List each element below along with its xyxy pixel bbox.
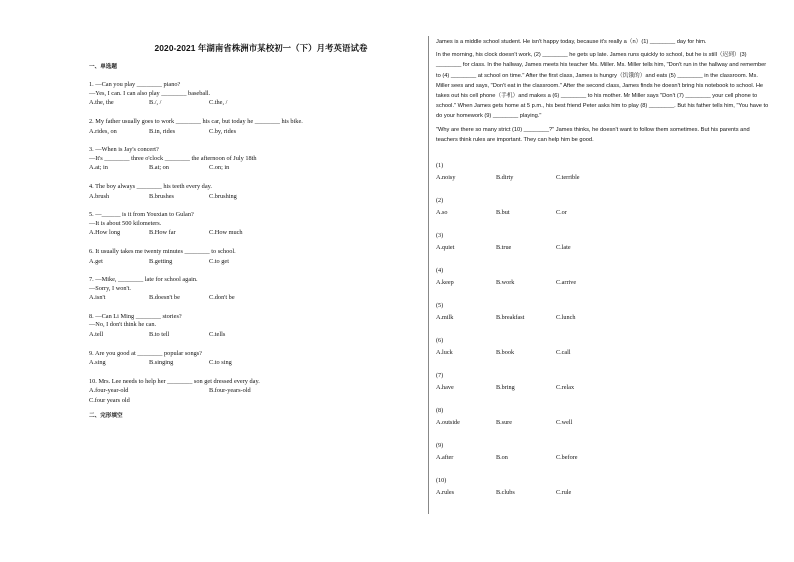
answer-option[interactable]: C.tells (209, 331, 226, 339)
answer-option[interactable]: B./, / (149, 99, 162, 107)
answer-option[interactable]: B.How far (149, 229, 176, 237)
cloze-item-7 (436, 369, 772, 404)
option-row (89, 164, 419, 173)
answer-option[interactable]: A.How long (89, 229, 121, 237)
option-row (436, 173, 772, 184)
passage-paragraph-1: James is a middle school student. He isn't happy today, because it's really a（n）(1) ________ day for him. (436, 39, 707, 45)
option-row (89, 128, 419, 137)
answer-option[interactable]: B.brushes (149, 192, 175, 200)
cloze-number: (5) (436, 302, 444, 310)
question-text: 8. —Can Li Ming ________ stories? (89, 312, 182, 320)
option-row (89, 331, 419, 340)
option-row (89, 229, 419, 238)
question-text: —It is about 500 kilometers. (89, 219, 162, 227)
answer-option[interactable]: C.lunch (556, 314, 576, 322)
cloze-item-9 (436, 439, 772, 474)
column-divider (428, 36, 429, 514)
answer-option[interactable]: B.singing (149, 359, 174, 367)
option-row (436, 383, 772, 394)
answer-option[interactable]: C.late (556, 244, 571, 252)
answer-option[interactable]: A.have (436, 384, 454, 392)
question-text: 7. —Mike, ________ late for school again. (89, 276, 198, 284)
answer-option[interactable]: B.getting (149, 257, 173, 265)
answer-option[interactable]: B.at; on (149, 164, 169, 172)
option-row (89, 193, 419, 202)
answer-option[interactable]: A.isn't (89, 294, 106, 302)
option-row (436, 243, 772, 254)
answer-option[interactable]: B.bring (496, 384, 515, 392)
question-9 (89, 350, 419, 368)
answer-option[interactable]: A.at; in (89, 164, 108, 172)
option-row (436, 278, 772, 289)
question-2 (89, 118, 419, 136)
option-row (436, 313, 772, 324)
question-text: 2. My father usually goes to work ________ his car, but today he ________ his bike. (89, 117, 303, 125)
answer-option[interactable]: B.clubs (496, 489, 515, 497)
question-text: 3. —When is Jay's concert? (89, 146, 159, 154)
answer-option[interactable]: A.so (436, 209, 448, 217)
answer-option[interactable]: C.brushing (209, 192, 237, 200)
answer-option[interactable]: C.rule (556, 489, 572, 497)
answer-option[interactable]: A.milk (436, 314, 454, 322)
answer-option[interactable]: B.dirty (496, 174, 514, 182)
option-row (436, 348, 772, 359)
exam-title: 2020-2021 年湖南省株洲市某校初一（下）月考英语试卷 (154, 43, 368, 53)
answer-option[interactable]: C.well (556, 419, 573, 427)
question-text: 1. —Can you play ________ piano? (89, 81, 181, 89)
answer-option[interactable]: A.rules (436, 489, 455, 497)
passage-paragraph-3: "Why are there so many strict (10) ________?" James thinks, he doesn't want to follow them sometimes. But his parents and teachers think rules are important. They can help him be good. (436, 126, 750, 143)
answer-option[interactable]: C.on; in (209, 164, 230, 172)
option-row (436, 208, 772, 219)
cloze-number: (7) (436, 372, 444, 380)
cloze-item-4 (436, 264, 772, 299)
question-10 (89, 378, 419, 406)
answer-option[interactable]: C.don't be (209, 294, 235, 302)
cloze-item-3 (436, 229, 772, 264)
option-row (89, 99, 419, 108)
cloze-number: (9) (436, 442, 444, 450)
question-list (89, 81, 419, 405)
answer-option[interactable]: C.call (556, 349, 571, 357)
question-text: —It's ________ three o'clock ________ the afternoon of July 18th (89, 154, 257, 162)
cloze-item-6 (436, 334, 772, 369)
answer-option[interactable]: C.terrible (556, 174, 580, 182)
question-5 (89, 211, 419, 238)
option-row (436, 488, 772, 499)
answer-option[interactable]: C.the, / (209, 99, 228, 107)
answer-option[interactable]: A.after (436, 454, 454, 462)
passage-paragraph-2: In the morning, his clock doesn't work, (2) ________ he gets up late. James runs quickly to school, but he is still（迟到）(3) ________ for class. In the hallway, James meets his teacher Ms. Miller. Ms. Miller tells him, "Don't run in the hallway and remember to (4) ________ at school on time." After the first class, James is hungry（饥饿的）and eats (5) ________ in the classroom. Ms. Miller sees and says, "Don't eat in the classroom." After the second class, James finds he doesn't bring his notebook to school. He takes out his cell phone（手机）and makes a (6) ________ to his mother. Mr Miller says "Don't (7) ________ your cell phone to school." When James gets home at 5 p.m., his best friend Peter asks him to play (8) ________. But his father tells him, "You have to do your homework (9) ________ playing." (436, 52, 769, 120)
answer-option[interactable]: C.relax (556, 384, 575, 392)
cloze-number: (2) (436, 197, 444, 205)
left-column (89, 40, 419, 430)
option-row (89, 359, 419, 368)
answer-option[interactable]: C.How much (209, 229, 243, 237)
answer-option[interactable]: B.four-years-old (209, 387, 251, 395)
cloze-number: (1) (436, 162, 444, 170)
section-heading-single-choice: 一、单选题 (89, 63, 117, 70)
option-row (89, 258, 419, 267)
answer-option[interactable]: B.on (496, 454, 508, 462)
option-row (89, 294, 419, 303)
cloze-item-1 (436, 159, 772, 194)
answer-option[interactable]: A.rides, on (89, 127, 117, 135)
cloze-number: (4) (436, 267, 444, 275)
cloze-item-2 (436, 194, 772, 229)
answer-option[interactable]: A.quiet (436, 244, 455, 252)
answer-option[interactable]: A.get (89, 257, 103, 265)
question-1 (89, 81, 419, 108)
question-text: 9. Are you good at ________ popular songs? (89, 349, 202, 357)
cloze-number: (6) (436, 337, 444, 345)
answer-option[interactable]: C.to sing (209, 359, 232, 367)
cloze-number: (8) (436, 407, 444, 415)
answer-option[interactable]: C.before (556, 454, 578, 462)
cloze-options-list (436, 159, 772, 509)
answer-option[interactable]: B.true (496, 244, 512, 252)
answer-option[interactable]: C.four years old (89, 397, 130, 405)
question-text: 6. It usually takes me twenty minutes ________ to school. (89, 247, 236, 255)
option-row (89, 387, 419, 396)
answer-option[interactable]: B.work (496, 279, 515, 287)
question-8 (89, 313, 419, 340)
answer-option[interactable]: B.in, rides (149, 127, 176, 135)
answer-option[interactable]: B.book (496, 349, 515, 357)
answer-option[interactable]: A.noisy (436, 174, 456, 182)
answer-option[interactable]: A.four-year-old (89, 387, 129, 395)
question-text: —Yes, I can. I can also play ________ baseball. (89, 89, 211, 97)
answer-option[interactable]: B.breakfast (496, 314, 525, 322)
answer-option[interactable]: A.brush (89, 192, 110, 200)
answer-option[interactable]: B.sure (496, 419, 512, 427)
answer-option[interactable]: C.arrive (556, 279, 577, 287)
question-text: —No, I don't think he can. (89, 321, 157, 329)
question-text: 10. Mrs. Lee needs to help her ________ son get dressed every day. (89, 377, 260, 385)
section-heading-cloze: 二、完形填空 (89, 412, 123, 419)
question-3 (89, 146, 419, 173)
cloze-item-10 (436, 474, 772, 509)
answer-option[interactable]: A.tell (89, 331, 104, 339)
cloze-item-8 (436, 404, 772, 439)
answer-option[interactable]: B.doesn't be (149, 294, 180, 302)
cloze-number: (10) (436, 477, 447, 485)
question-4 (89, 183, 419, 201)
right-column (436, 37, 772, 509)
answer-option[interactable]: C.by, rides (209, 127, 237, 135)
answer-option[interactable]: A.keep (436, 279, 454, 287)
answer-option[interactable]: A.the, the (89, 99, 114, 107)
option-row (89, 397, 419, 406)
question-text: —Sorry, I won't. (89, 284, 132, 292)
question-text: 5. —______ is it from Youxian to Gulan? (89, 211, 194, 219)
cloze-number: (3) (436, 232, 444, 240)
option-row (436, 418, 772, 429)
answer-option[interactable]: C.to get (209, 257, 229, 265)
answer-option[interactable]: B.to tell (149, 331, 170, 339)
question-6 (89, 248, 419, 266)
answer-option[interactable]: C.or (556, 209, 567, 217)
answer-option[interactable]: A.luck (436, 349, 453, 357)
answer-option[interactable]: A.sing (89, 359, 106, 367)
question-text: 4. The boy always ________ his teeth every day. (89, 182, 212, 190)
question-7 (89, 276, 419, 303)
answer-option[interactable]: A.outside (436, 419, 460, 427)
cloze-item-5 (436, 299, 772, 334)
option-row (436, 453, 772, 464)
answer-option[interactable]: B.but (496, 209, 510, 217)
